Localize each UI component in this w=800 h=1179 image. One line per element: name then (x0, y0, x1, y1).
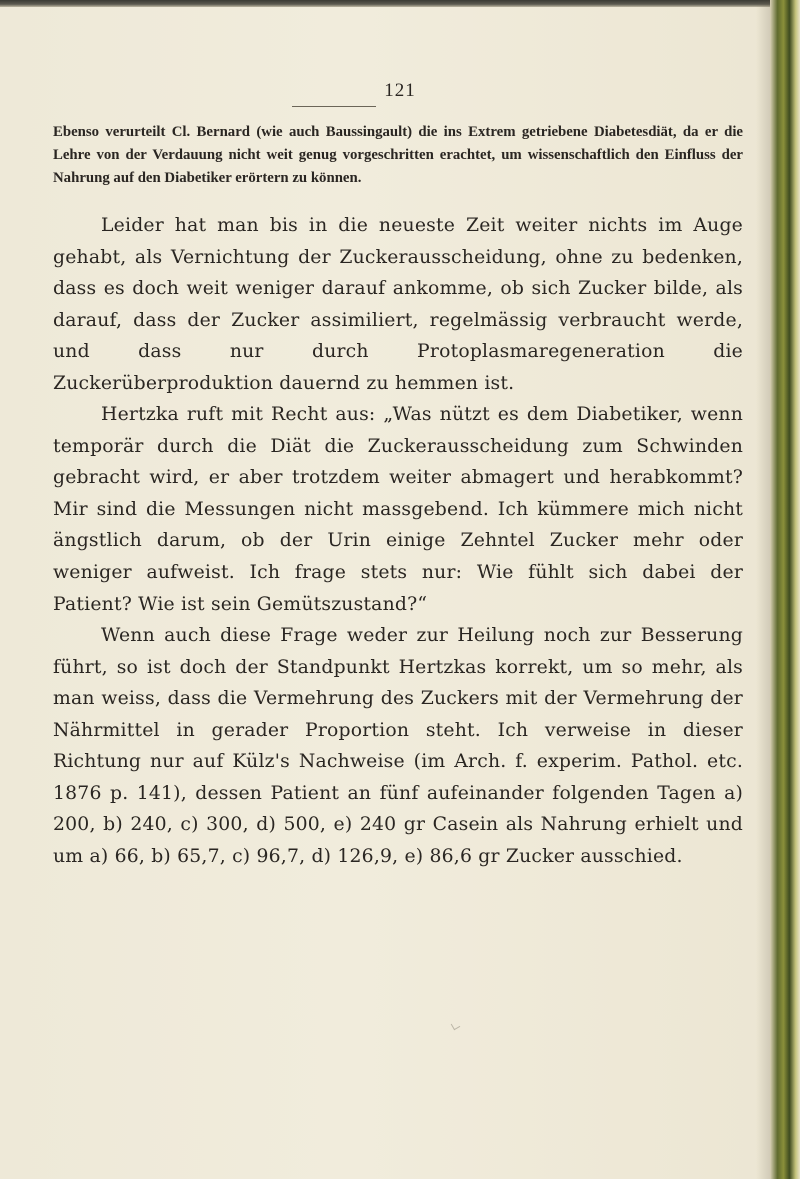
paragraph-1: Leider hat man bis in die neueste Zeit weiter nichts im Auge gehabt, als Vernichtung der Zuckerausscheidung, ohne zu bedenken, dass es doch weit weniger darauf ankomme, ob sich Zucker bilde, als darauf, dass der Zucker assimiliert, regelmässig verbraucht werde, und dass nur durch Protoplasmaregeneration die Zuckerüberproduktion dauernd zu hemmen ist. (53, 215, 743, 394)
page-number: 121 (384, 80, 416, 101)
small-print-paragraph: Ebenso verurteilt Cl. Bernard (wie auch Baussingault) die ins Extrem getriebene Diabetesdiät, da er die Lehre von der Verdauung nicht weit genug vorgeschritten erachtet, um wissenschaftlich den Einfluss der Nahrung auf den Diabetiker erörtern zu können. (53, 124, 743, 187)
page-number-rule (292, 106, 376, 107)
paragraph-2: Hertzka ruft mit Recht aus: „Was nützt es dem Diabetiker, wenn temporär durch die Diät die Zuckerausscheidung zum Schwinden gebracht wird, er aber trotzdem weiter abmagert und herabkommt? Mir sind die Messungen nicht massgebend. Ich kümmere mich nicht ängstlich darum, ob der Urin einige Zehntel Zucker mehr oder weniger aufweist. Ich frage stets nur: Wie fühlt sich dabei der Patient? Wie ist sein Gemütszustand?“ (53, 404, 743, 615)
main-text-block (53, 210, 743, 872)
page-top-edge (0, 0, 800, 7)
paragraph-3: Wenn auch diese Frage weder zur Heilung noch zur Besserung führt, so ist doch der Standpunkt Hertzkas korrekt, um so mehr, als man weiss, dass die Vermehrung des Zuckers mit der Vermehrung der Nährmittel in gerader Proportion steht. Ich verweise in dieser Richtung nur auf Külz's Nachweise (im Arch. f. experim. Pathol. etc. 1876 p. 141), dessen Patient an fünf aufeinander folgenden Tagen a) 200, b) 240, c) 300, d) 500, e) 240 gr Casein als Nahrung erhielt und um a) 66, b) 65,7, c) 96,7, d) 126,9, e) 86,6 gr Zucker ausschied. (53, 625, 743, 867)
binding-shadow (756, 0, 770, 1179)
book-binding-edge (770, 0, 800, 1179)
